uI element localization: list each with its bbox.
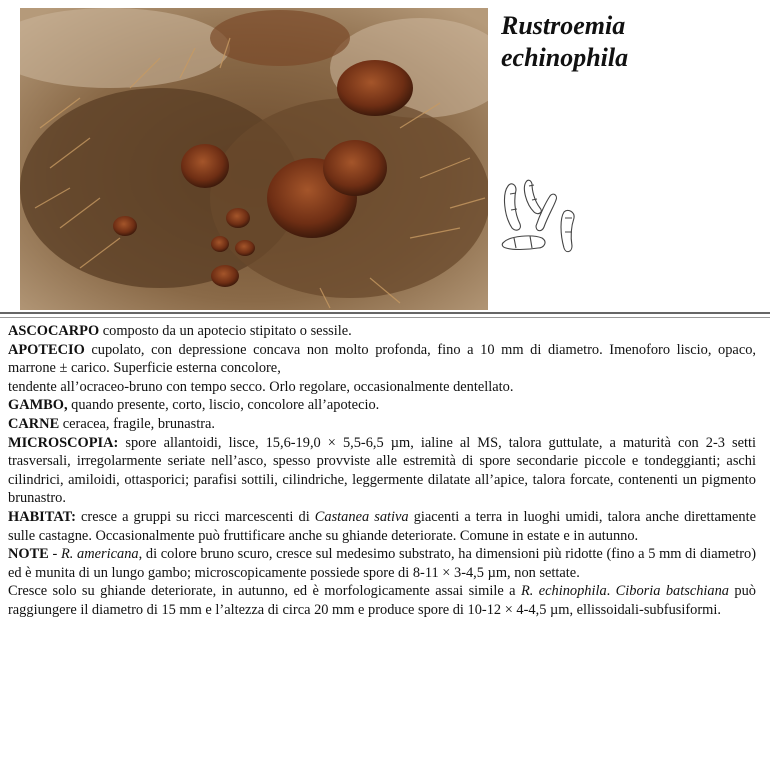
- apotecio-text: cupolato, con depressione concava non molto profonda, fino a 10 mm di diametro. Imenoforo liscio, opaco, marrone ± carico. Superficie esterna concolore,: [8, 341, 756, 377]
- ascocarpo-label: ASCOCARPO: [8, 323, 100, 339]
- habitat-text-a: cresce a gruppi su ricci marcescenti di: [75, 508, 315, 525]
- separator-line: [0, 312, 770, 314]
- note-label: NOTE: [8, 546, 49, 563]
- gambo-paragraph: [8, 396, 756, 415]
- separator-line-thin: [0, 317, 770, 318]
- extra-text-a: Cresce solo su ghiande deteriorate, in autunno, ed è morfologicamente assai simile a: [8, 583, 521, 600]
- note-dash: -: [48, 546, 61, 563]
- species-title: [501, 10, 761, 74]
- habitat-label: HABITAT:: [8, 508, 76, 525]
- carne-paragraph: [8, 415, 756, 434]
- carne-label: CARNE: [8, 415, 60, 432]
- description: [8, 322, 756, 620]
- note-species: R. americana: [60, 546, 139, 563]
- apotecio-text-cont: tendente all’ocraceo-bruno con tempo secco. Orlo regolare, occasionalmente dentellato.: [8, 378, 514, 395]
- gambo-label: GAMBO,: [8, 397, 68, 414]
- apotecio-paragraph-cont: [8, 378, 756, 397]
- ascocarpo-text: composto da un apotecio stipitato o sessile.: [99, 323, 352, 339]
- microscopia-text: spore allantoidi, lisce, 15,6-19,0 × 5,5-6,5 µm, ialine al MS, talora guttulate, a maturità con 2-3 setti trasversali, irregolarmente seriate nell’asco, spesso provviste alle estremità di spore secondarie piccole e tondeggianti; aschi cilindrici, amiloidi, ottasporici; parafisi sottili, cilindriche, leggermente dilatate all’apice, talora forcate, contenenti un pigmento brunastro.: [8, 434, 756, 507]
- habitat-species: Castanea sativa: [314, 508, 409, 525]
- extra-text-b: .: [606, 583, 616, 600]
- extra-text-c: può raggiungere il diametro di 15 mm e l’altezza di circa 20 mm e produce spore di 10-12 × 4-4,5 µm, ellissoidali-subfusiformi.: [8, 583, 756, 618]
- note-text: , di colore bruno scuro, cresce sul medesimo substrato, ha dimensioni più ridotte (fino a 5 mm di diametro) ed è munita di un lungo gambo; microscopicamente possiede spore di 8-11 × 3-4,5 µm, non settate.: [8, 546, 756, 581]
- species-title-genus: Rustroemia: [501, 11, 626, 40]
- note-paragraph: [8, 545, 756, 582]
- ascocarpo-paragraph: [8, 322, 756, 341]
- carne-text: ceracea, fragile, brunastra.: [59, 415, 215, 432]
- species-title-epithet: echinophila: [501, 43, 629, 72]
- microscopia-label: MICROSCOPIA:: [8, 434, 119, 451]
- mushroom-photo: [20, 8, 488, 310]
- habitat-paragraph: [8, 508, 756, 545]
- microscopia-paragraph: [8, 434, 756, 508]
- habitat-text-b: giacenti a terra in luoghi umidi, talora anche direttamente sulle castagne. Occasionalmente può fruttificare anche su ghiande deteriorate. Comune in estate e in autunno.: [8, 508, 756, 544]
- apotecio-paragraph: [8, 341, 756, 378]
- gambo-text: quando presente, corto, liscio, concolore all’apotecio.: [67, 397, 380, 414]
- extra-paragraph: [8, 582, 756, 619]
- extra-species-1: R. echinophila: [520, 583, 607, 600]
- apotecio-label: APOTECIO: [8, 341, 85, 358]
- extra-species-2: Ciboria batschiana: [615, 583, 730, 600]
- spore-drawing: [498, 172, 590, 260]
